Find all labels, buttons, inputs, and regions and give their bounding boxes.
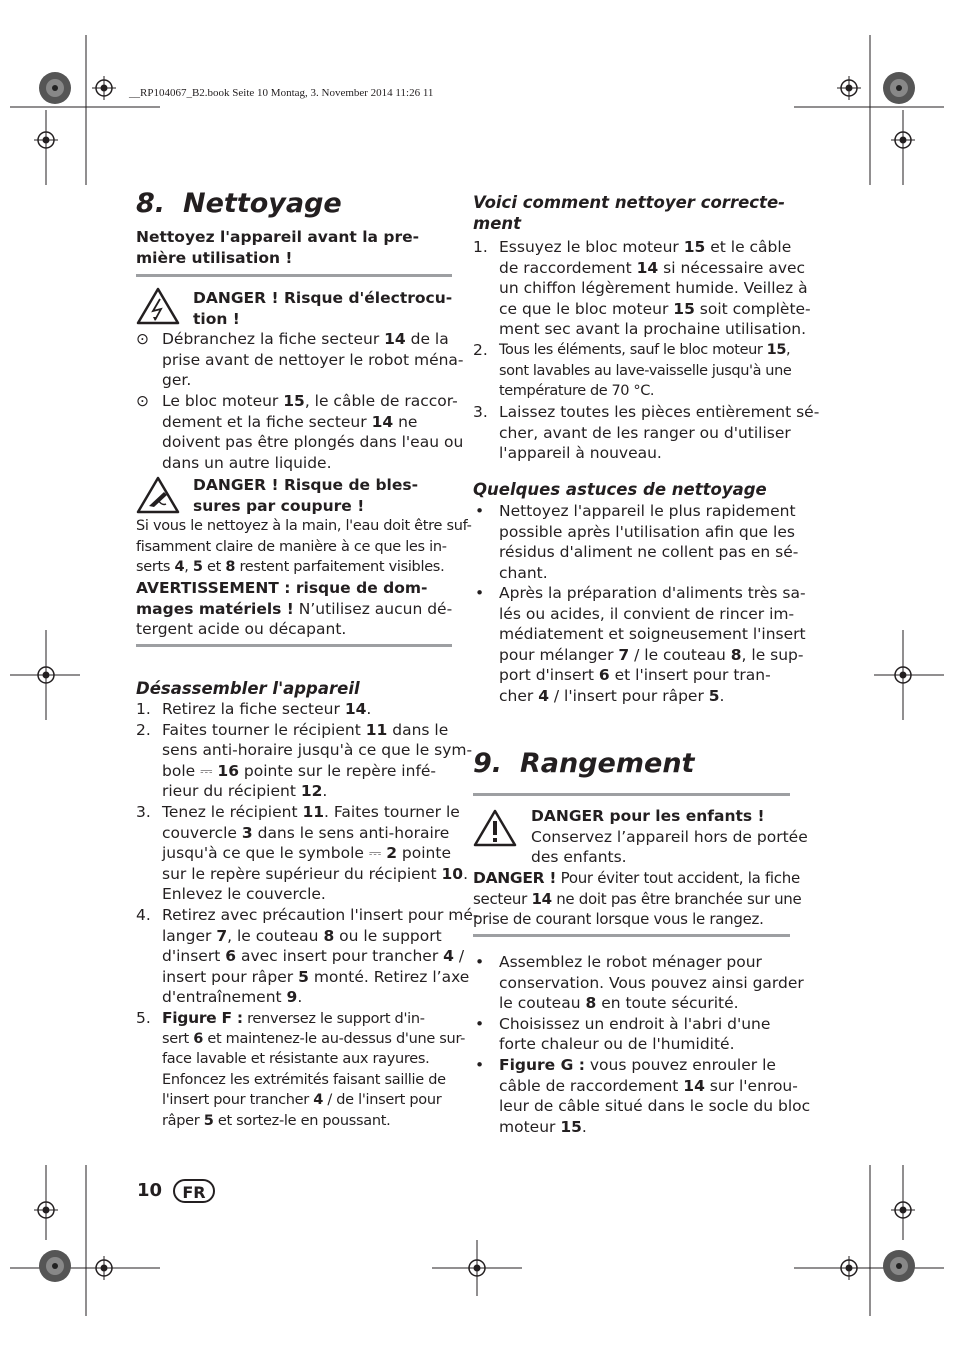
text-line: d'insert 6 avec insert pour trancher 4 / [162,947,465,965]
divider [136,644,452,647]
bullet: • [475,1014,485,1033]
bullet: • [475,584,485,602]
text-line: dement et la fiche secteur 14 ne [162,412,418,431]
text-line: DANGER ! Pour éviter tout accident, la fiche [473,869,800,887]
text-line: mages matériels ! N’utilisez aucun dé- [136,599,453,618]
step-number: 3. [473,403,488,421]
intro-line: Nettoyez l'appareil avant la pre- [136,228,420,246]
target-bullet-icon: ⊙ [136,392,149,410]
danger-title-line: sures par coupure ! [193,496,365,515]
text-line: bole ⎓ 16 pointe sur le repère infé- [162,761,437,780]
text-line: Essuyez le bloc moteur 15 et le câble [499,238,792,256]
text-line: forte chaleur ou de l'humidité. [499,1035,735,1053]
tips-heading: Quelques astuces de nettoyage [473,480,767,499]
bullet: • [475,953,485,971]
disassemble-heading: Désassembler l'appareil [136,679,360,698]
text-line: sur le repère supérieur du récipient 10. [162,864,469,883]
unlock-symbol-icon: ⎓ [368,844,382,862]
text-line: Après la préparation d'aliments très sa- [499,584,806,602]
text-line: lés ou acides, il convient de rincer im- [499,604,795,623]
text-line: des enfants. [531,848,627,866]
text-line: Choisissez un endroit à l'abri d'une [499,1014,771,1033]
text-line: conservation. Vous pouvez ainsi garder [499,973,804,992]
text-line: langer 7, le couteau 8 ou le support [162,926,442,945]
text-line: Débranchez la fiche secteur 14 de la [162,330,449,348]
text-line: un chiffon légèrement humide. Veillez à [499,279,808,297]
text-line: port d'insert 6 et l'insert pour tran- [499,666,771,684]
text-line: sens anti-horaire jusqu'à ce que le sym- [162,741,473,759]
text-line: câble de raccordement 14 sur l'enrou- [499,1076,798,1095]
danger-title: DANGER pour les enfants ! [531,807,765,825]
language-badge: FR [173,1179,215,1203]
text-line: doivent pas être plongés dans l'eau ou [162,433,464,451]
step-number: 2. [473,341,488,359]
text-line: Retirez la fiche secteur 14. [162,700,372,718]
text-line: résidus d'aliment ne collent pas en sé- [499,543,799,561]
divider [473,934,790,937]
unlock-symbol-icon: ⎓ [200,761,213,780]
text-line: secteur 14 ne doit pas être branchée sur une [473,889,802,908]
warning-title: AVERTISSEMENT : risque de dom- [136,579,428,597]
heading-line: ment [473,214,522,233]
text-line: rieur du récipient 12. [162,782,328,800]
text-line: Le bloc moteur 15, le câble de raccor- [162,392,458,410]
text-line: Si vous le nettoyez à la main, l'eau doit être suf- [136,518,472,534]
print-header: __RP104067_B2.book Seite 10 Montag, 3. November 2014 11:26 11 [129,87,434,99]
text-line: jusqu'à ce que le symbole ⎓ 2 pointe [162,844,451,862]
text-line: serts 4, 5 et 8 restent parfaitement visibles. [136,559,445,575]
text-line: Faites tourner le récipient 11 dans le [162,720,449,739]
divider [136,274,452,277]
section-8-number: 8. [136,188,166,219]
warning-triangle-icon [473,809,517,847]
bullet: • [475,502,485,520]
step-number: 2. [136,720,151,739]
text-line: Assemblez le robot ménager pour [499,953,762,971]
danger-title-line: tion ! [193,309,240,328]
section-9-number: 9. [473,748,503,779]
page-number: 10 [137,1180,163,1201]
text-line: possible après l'utilisation afin que les [499,522,795,541]
danger-title-line: DANGER ! Risque d'électrocu- [193,289,453,307]
text-line: leur de câble situé dans le socle du bloc [499,1097,811,1115]
text-line: ment sec avant la prochaine utilisation. [499,320,807,338]
danger-title-line: DANGER ! Risque de bles- [193,476,419,494]
text-line: d'entraînement 9. [162,988,303,1006]
danger-electric-title [193,288,452,329]
intro-line: mière utilisation ! [136,248,293,267]
section-8-title [136,188,342,220]
section-9-title [473,748,694,780]
step-number: 4. [136,906,151,924]
step-number: 5. [136,1009,151,1027]
text-line: couvercle 3 dans le sens anti-horaire [162,823,450,842]
cut-hazard-icon [136,476,180,514]
step-number: 1. [473,238,488,256]
text-line: râper 5 et sortez-le en poussant. [162,1112,391,1129]
text-line: Retirez avec précaution l'insert pour mé- [162,906,479,924]
text-line: Laissez toutes les pièces entièrement sé- [499,403,820,421]
text-line: Enfoncez les extrémités faisant saillie de [162,1071,446,1088]
text-line: moteur 15. [499,1117,587,1136]
text-line: face lavable et résistante aux rayures. [162,1051,430,1067]
text-line: cher, avant de les ranger ou d'utiliser [499,423,791,442]
text-line: prise de courant lorsque vous le rangez. [473,910,764,928]
text-line: chant. [499,563,548,582]
cleaning-intro [136,227,419,268]
text-line: fisamment claire de manière à ce que les in- [136,538,447,555]
section-8-heading: Nettoyage [183,188,342,219]
electric-hazard-icon [136,287,180,325]
text-line: prise avant de nettoyer le robot ména- [162,350,464,369]
text-line: le couteau 8 en toute sécurité. [499,994,739,1012]
text-line: Figure G : vous pouvez enrouler le [499,1056,776,1074]
clean-heading [473,192,785,234]
text-line: sert 6 et maintenez-le au-dessus d'une sur- [162,1030,466,1047]
text-line: dans un autre liquide. [162,453,332,472]
text-line: tergent acide ou décapant. [136,620,347,638]
section-9-heading: Rangement [520,748,695,779]
text-line: ger. [162,371,192,389]
text-line: insert pour râper 5 monté. Retirez l’axe [162,967,470,986]
step-number: 3. [136,803,151,821]
text-line: Nettoyez l'appareil le plus rapidement [499,502,796,520]
text-line: sont lavables au lave-vaisselle jusqu'à une [499,362,792,379]
text-line: ce que le bloc moteur 15 soit complète- [499,299,811,318]
text-line: de raccordement 14 si nécessaire avec [499,258,806,277]
text-line: Figure F : renversez le support d'in- [162,1009,425,1027]
divider [473,793,790,796]
text-line: Enlevez le couvercle. [162,885,326,903]
text-line: médiatement et soigneusement l'insert [499,625,806,643]
text-line: Tenez le récipient 11. Faites tourner le [162,803,460,821]
target-bullet-icon: ⊙ [136,330,149,348]
text-line: pour mélanger 7 / le couteau 8, le sup- [499,645,804,664]
danger-cut-title [193,475,418,516]
bullet: • [475,1056,485,1074]
text-line: Tous les éléments, sauf le bloc moteur 15, [499,342,791,358]
text-line: cher 4 / l'insert pour râper 5. [499,686,725,705]
text-line: l'insert pour trancher 4 / de l'insert pour [162,1092,442,1108]
text-line: Conservez l’appareil hors de portée [531,827,808,846]
heading-line: Voici comment nettoyer correcte- [473,193,785,212]
step-number: 1. [136,700,151,718]
text-line: température de 70 °C. [499,383,655,399]
text-line: l'appareil à nouveau. [499,444,662,462]
